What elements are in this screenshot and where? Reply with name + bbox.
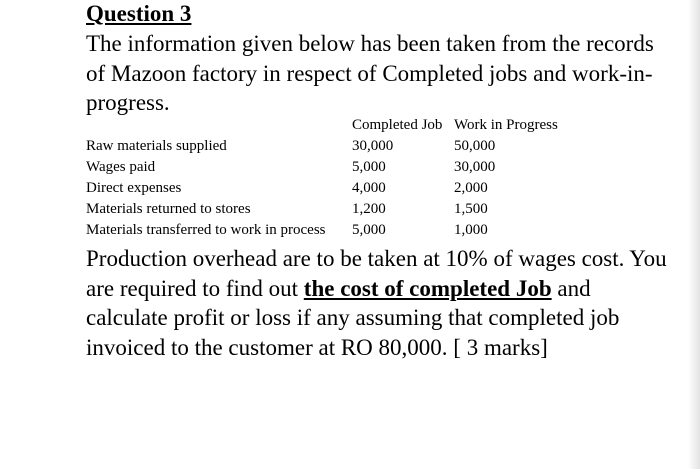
- completed-value: 30,000: [352, 138, 394, 154]
- table-row: [86, 220, 584, 241]
- row-label: Raw materials supplied: [86, 138, 227, 154]
- wip-value: 2,000: [454, 180, 488, 196]
- wip-value: 1,000: [454, 222, 488, 238]
- question-instructions: [86, 244, 676, 362]
- column-header-completed: Completed Job: [352, 117, 443, 133]
- table-row: [86, 136, 584, 157]
- question-title: Question 3: [86, 1, 192, 26]
- page-edge-shadow: [688, 0, 700, 469]
- column-header-label: [86, 115, 352, 136]
- wip-value: 50,000: [454, 138, 496, 154]
- wip-value: 30,000: [454, 159, 496, 175]
- completed-value: 1,200: [352, 201, 386, 217]
- completed-value: 4,000: [352, 180, 386, 196]
- row-label: Direct expenses: [86, 180, 182, 196]
- emphasis-cost-of-completed-job: the cost of completed Job: [303, 275, 552, 301]
- table-row: [86, 178, 584, 199]
- wip-value: 1,500: [454, 201, 488, 217]
- row-label: Materials returned to stores: [86, 201, 251, 217]
- row-label: Materials transferred to work in process: [86, 222, 326, 238]
- instructions-part-1: Production overhead are to be taken at 10% of wages cost. You are required to find out: [86, 246, 667, 301]
- completed-value: 5,000: [352, 159, 386, 175]
- cost-table: [86, 115, 584, 241]
- question-intro: The information given below has been taken from the records of Mazoon factory in respect of Completed jobs and work-in-progress.: [86, 31, 654, 115]
- instructions-part-2: and calculate profit or loss if any assuming that completed job invoiced to the customer at RO 80,000. [ 3 marks]: [86, 275, 620, 360]
- row-label: Wages paid: [86, 159, 156, 175]
- table-row: [86, 199, 584, 220]
- table-header-row: [86, 115, 584, 136]
- completed-value: 5,000: [352, 222, 386, 238]
- table-row: [86, 157, 584, 178]
- column-header-wip: Work in Progress: [454, 117, 558, 133]
